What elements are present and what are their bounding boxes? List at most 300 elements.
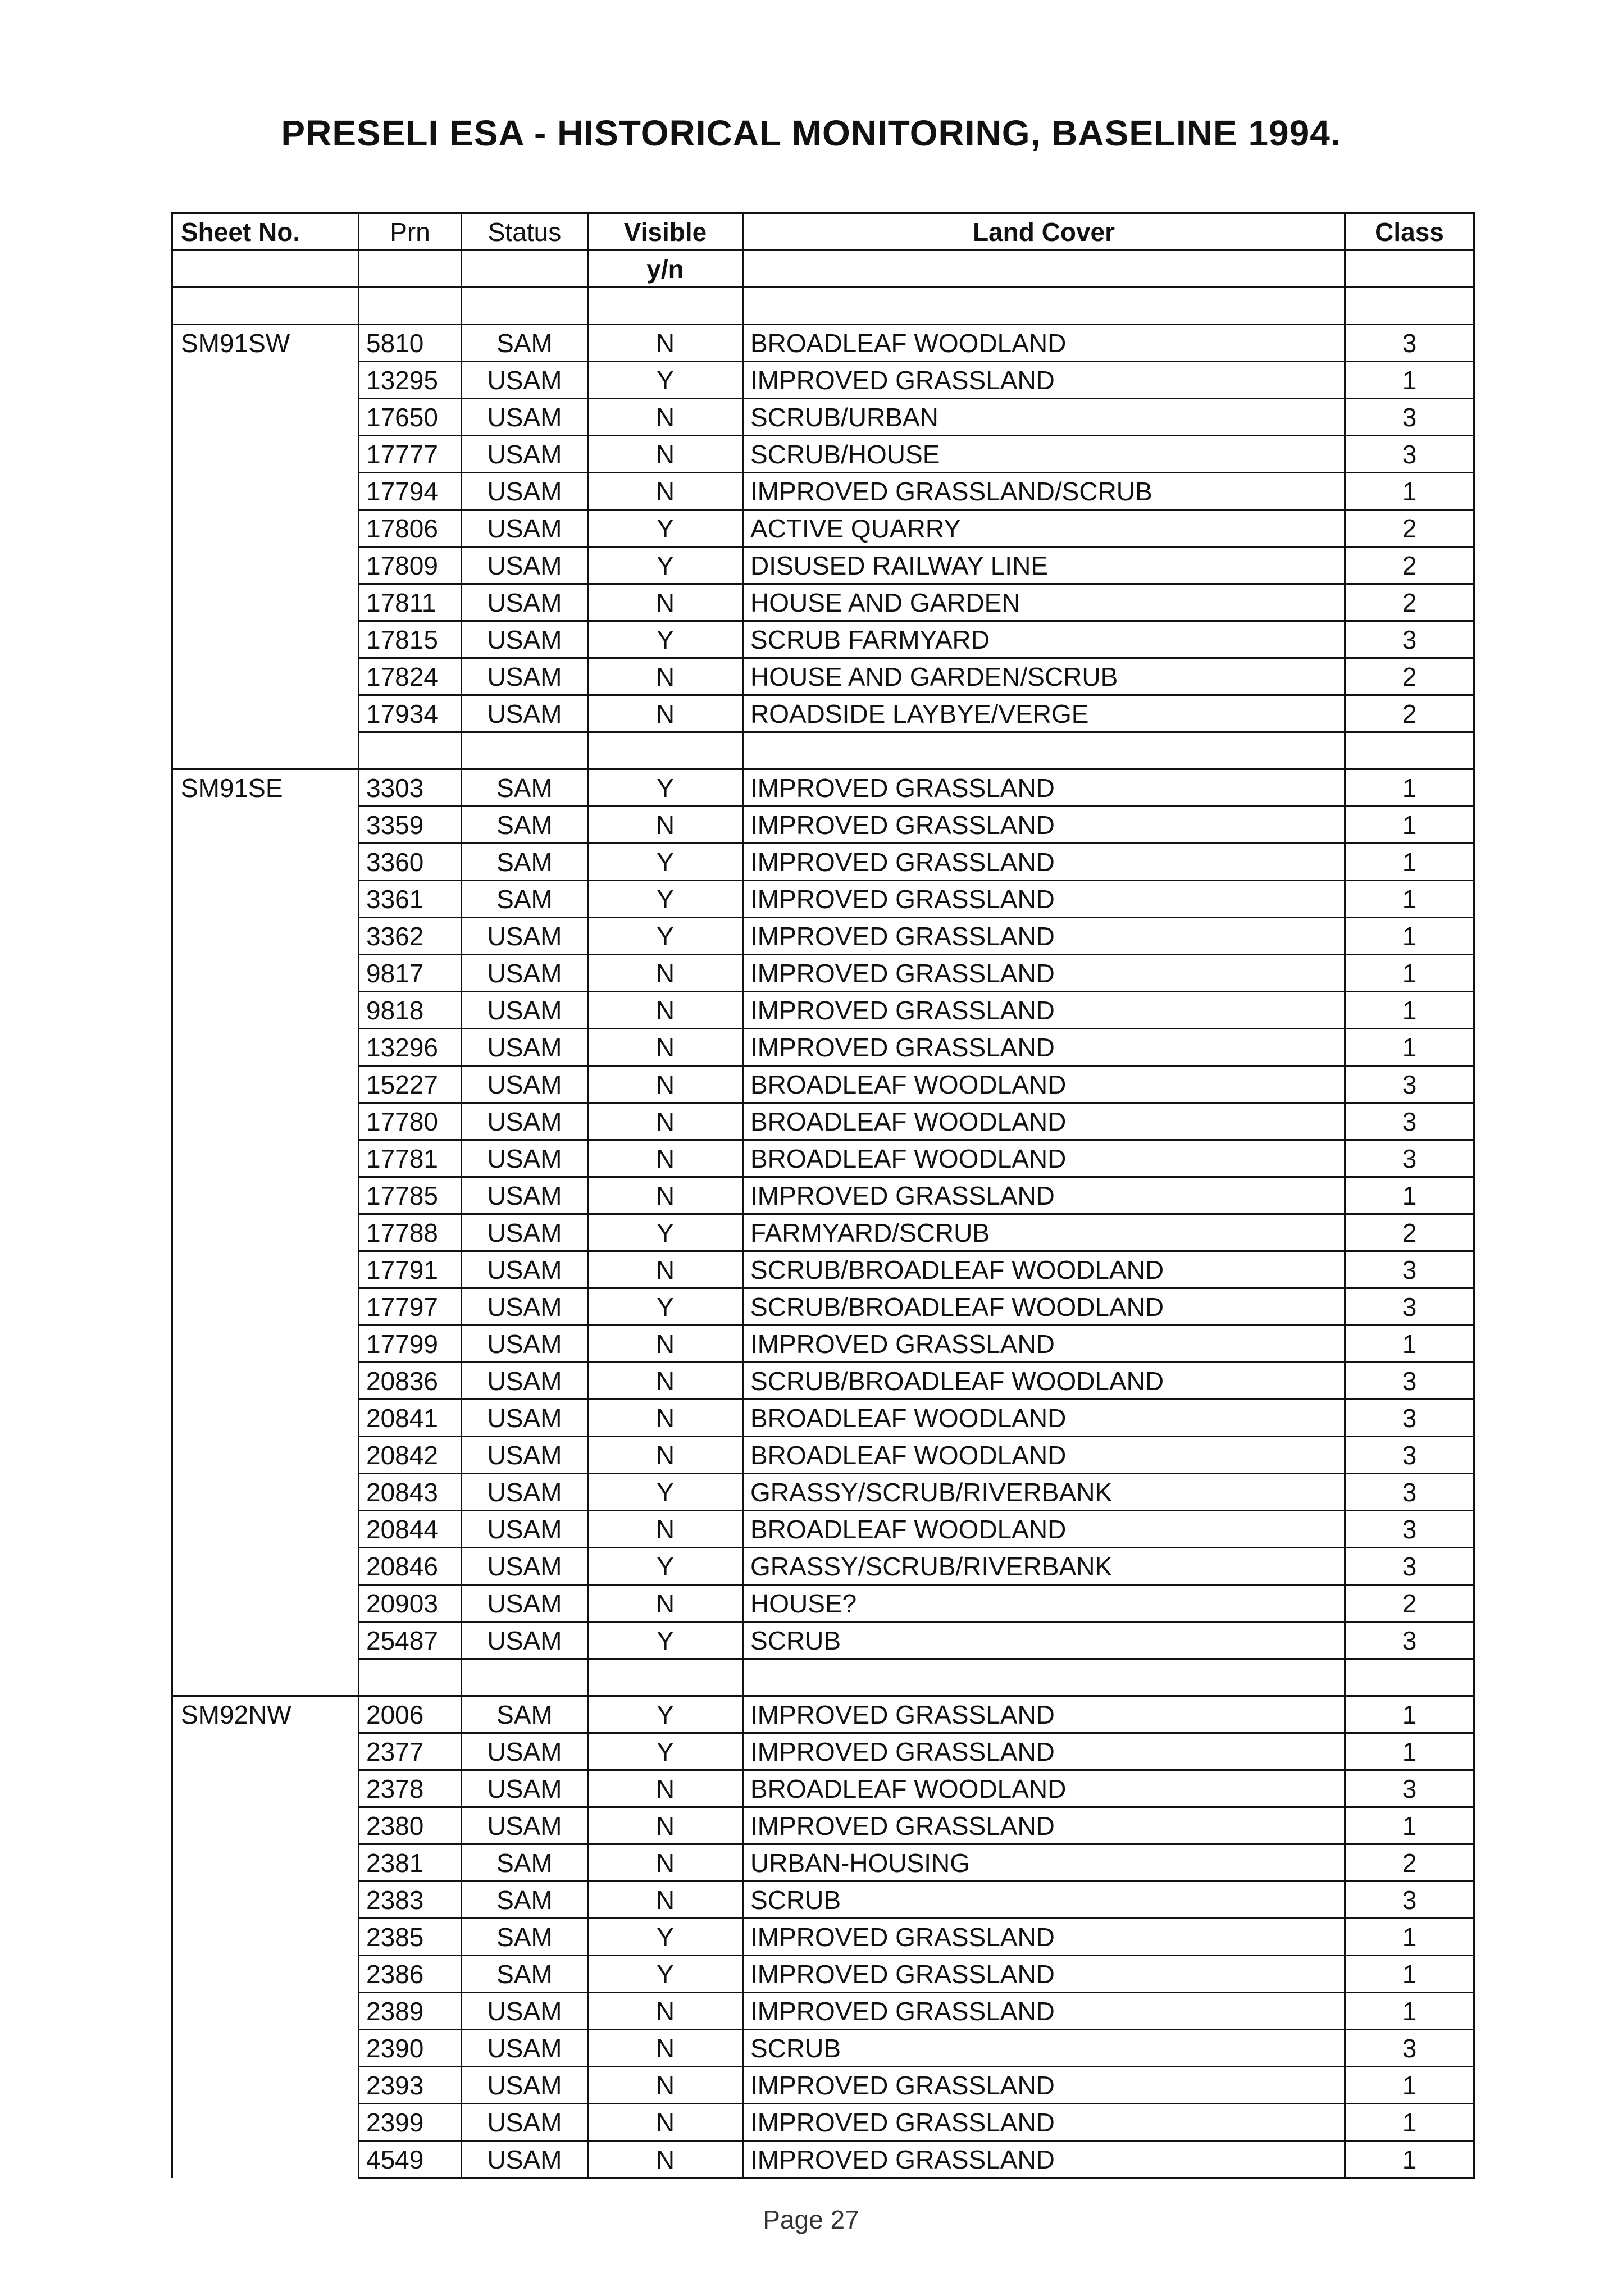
class-cell: 2 (1345, 695, 1474, 732)
header-subrow (172, 250, 1474, 288)
class-cell: 3 (1345, 1251, 1474, 1288)
class-cell: 1 (1345, 1325, 1474, 1363)
table-row (172, 1363, 1474, 1400)
class-cell: 3 (1345, 1511, 1474, 1548)
prn-cell: 17788 (359, 1214, 462, 1251)
visible-cell: Y (588, 918, 743, 955)
land-cover-cell: BROADLEAF WOODLAND (743, 325, 1345, 362)
col-subheader-blank (359, 250, 462, 288)
empty-cell (588, 288, 743, 325)
visible-cell: Y (588, 621, 743, 658)
empty-cell (359, 732, 462, 769)
prn-cell: 17806 (359, 510, 462, 547)
visible-cell: N (588, 2030, 743, 2067)
prn-cell: 2385 (359, 1919, 462, 1956)
visible-cell: N (588, 399, 743, 436)
sheet-blank-cell (172, 1844, 359, 1882)
land-cover-cell: IMPROVED GRASSLAND (743, 881, 1345, 918)
class-cell: 1 (1345, 844, 1474, 881)
prn-cell: 2393 (359, 2067, 462, 2104)
prn-cell: 17934 (359, 695, 462, 732)
land-cover-cell: BROADLEAF WOODLAND (743, 1066, 1345, 1103)
visible-cell: N (588, 1066, 743, 1103)
monitoring-table (171, 212, 1475, 2179)
visible-cell: N (588, 1437, 743, 1474)
prn-cell: 20841 (359, 1400, 462, 1437)
empty-cell (359, 1659, 462, 1696)
table-body (172, 288, 1474, 2178)
sheet-blank-cell (172, 1177, 359, 1214)
prn-cell: 17809 (359, 547, 462, 584)
sheet-blank-cell (172, 1437, 359, 1474)
land-cover-cell: SCRUB FARMYARD (743, 621, 1345, 658)
status-cell: USAM (462, 2067, 588, 2104)
class-cell: 3 (1345, 1882, 1474, 1919)
table-row (172, 1066, 1474, 1103)
status-cell: USAM (462, 1251, 588, 1288)
prn-cell: 17650 (359, 399, 462, 436)
class-cell: 2 (1345, 584, 1474, 621)
prn-cell: 17780 (359, 1103, 462, 1140)
land-cover-cell: BROADLEAF WOODLAND (743, 1103, 1345, 1140)
land-cover-cell: IMPROVED GRASSLAND (743, 1993, 1345, 2030)
table-row (172, 1177, 1474, 1214)
status-cell: USAM (462, 918, 588, 955)
class-cell: 3 (1345, 621, 1474, 658)
land-cover-cell: HOUSE? (743, 1585, 1345, 1622)
land-cover-cell: IMPROVED GRASSLAND (743, 918, 1345, 955)
sheet-blank-cell (172, 918, 359, 955)
col-header-status: Status (462, 213, 588, 250)
table-row (172, 955, 1474, 992)
table-row (172, 695, 1474, 732)
sheet-blank-cell (172, 1919, 359, 1956)
land-cover-cell: IMPROVED GRASSLAND (743, 1807, 1345, 1844)
header-row (172, 213, 1474, 250)
sheet-blank-cell (172, 584, 359, 621)
class-cell: 1 (1345, 1733, 1474, 1770)
status-cell: USAM (462, 510, 588, 547)
visible-cell: N (588, 1844, 743, 1882)
table-row (172, 1103, 1474, 1140)
land-cover-cell: IMPROVED GRASSLAND (743, 1177, 1345, 1214)
class-cell: 1 (1345, 1177, 1474, 1214)
visible-cell: N (588, 1325, 743, 1363)
table-row (172, 510, 1474, 547)
prn-cell: 2381 (359, 1844, 462, 1882)
visible-cell: N (588, 658, 743, 695)
empty-cell (1345, 288, 1474, 325)
table-row (172, 807, 1474, 844)
land-cover-cell: DISUSED RAILWAY LINE (743, 547, 1345, 584)
visible-cell: N (588, 1251, 743, 1288)
col-subheader-blank (1345, 250, 1474, 288)
prn-cell: 20842 (359, 1437, 462, 1474)
table-row (172, 1696, 1474, 1733)
prn-cell: 20846 (359, 1548, 462, 1585)
status-cell: USAM (462, 2104, 588, 2141)
land-cover-cell: IMPROVED GRASSLAND (743, 1733, 1345, 1770)
table-row (172, 992, 1474, 1029)
empty-cell (743, 288, 1345, 325)
empty-cell (743, 1659, 1345, 1696)
spacer-row (172, 288, 1474, 325)
table-row (172, 325, 1474, 362)
visible-cell: N (588, 1770, 743, 1807)
prn-cell: 17811 (359, 584, 462, 621)
table-row (172, 362, 1474, 399)
status-cell: USAM (462, 1585, 588, 1622)
land-cover-cell: BROADLEAF WOODLAND (743, 1770, 1345, 1807)
visible-cell: N (588, 695, 743, 732)
sheet-blank-cell (172, 844, 359, 881)
col-header-sheet: Sheet No. (172, 213, 359, 250)
status-cell: USAM (462, 695, 588, 732)
land-cover-cell: IMPROVED GRASSLAND (743, 1325, 1345, 1363)
status-cell: USAM (462, 1177, 588, 1214)
empty-cell (743, 732, 1345, 769)
status-cell: USAM (462, 658, 588, 695)
table-row (172, 1029, 1474, 1066)
land-cover-cell: BROADLEAF WOODLAND (743, 1511, 1345, 1548)
visible-cell: Y (588, 1919, 743, 1956)
sheet-blank-cell (172, 955, 359, 992)
table-row (172, 1919, 1474, 1956)
status-cell: USAM (462, 1288, 588, 1325)
class-cell: 1 (1345, 881, 1474, 918)
col-header-land-cover: Land Cover (743, 213, 1345, 250)
class-cell: 2 (1345, 1214, 1474, 1251)
sheet-blank-cell (172, 1622, 359, 1659)
land-cover-cell: IMPROVED GRASSLAND/SCRUB (743, 473, 1345, 510)
land-cover-cell: ACTIVE QUARRY (743, 510, 1345, 547)
prn-cell: 2377 (359, 1733, 462, 1770)
land-cover-cell: IMPROVED GRASSLAND (743, 844, 1345, 881)
sheet-blank-cell (172, 1400, 359, 1437)
prn-cell: 2006 (359, 1696, 462, 1733)
sheet-blank-cell (172, 547, 359, 584)
table-row (172, 844, 1474, 881)
table-row (172, 1251, 1474, 1288)
class-cell: 3 (1345, 1103, 1474, 1140)
status-cell: USAM (462, 1474, 588, 1511)
class-cell: 3 (1345, 1622, 1474, 1659)
sheet-blank-cell (172, 881, 359, 918)
prn-cell: 17799 (359, 1325, 462, 1363)
sheet-blank-cell (172, 1474, 359, 1511)
status-cell: SAM (462, 1882, 588, 1919)
visible-cell: N (588, 1140, 743, 1177)
sheet-blank-cell (172, 436, 359, 473)
empty-cell (462, 288, 588, 325)
table-row (172, 1585, 1474, 1622)
table-row (172, 2141, 1474, 2178)
status-cell: USAM (462, 1325, 588, 1363)
class-cell: 1 (1345, 2141, 1474, 2178)
prn-cell: 2378 (359, 1770, 462, 1807)
visible-cell: Y (588, 881, 743, 918)
class-cell: 1 (1345, 1696, 1474, 1733)
class-cell: 3 (1345, 2030, 1474, 2067)
land-cover-cell: HOUSE AND GARDEN/SCRUB (743, 658, 1345, 695)
sheet-blank-cell (172, 1511, 359, 1548)
sheet-blank-cell (172, 1103, 359, 1140)
prn-cell: 17797 (359, 1288, 462, 1325)
prn-cell: 3360 (359, 844, 462, 881)
sheet-blank-cell (172, 1140, 359, 1177)
land-cover-cell: IMPROVED GRASSLAND (743, 1029, 1345, 1066)
visible-cell: N (588, 1511, 743, 1548)
land-cover-cell: IMPROVED GRASSLAND (743, 1956, 1345, 1993)
visible-cell: N (588, 1993, 743, 2030)
visible-cell: N (588, 2067, 743, 2104)
class-cell: 3 (1345, 1066, 1474, 1103)
land-cover-cell: URBAN-HOUSING (743, 1844, 1345, 1882)
col-header-class: Class (1345, 213, 1474, 250)
land-cover-cell: IMPROVED GRASSLAND (743, 2141, 1345, 2178)
prn-cell: 20903 (359, 1585, 462, 1622)
class-cell: 2 (1345, 510, 1474, 547)
sheet-blank-cell (172, 1251, 359, 1288)
visible-cell: N (588, 1400, 743, 1437)
status-cell: USAM (462, 1807, 588, 1844)
empty-cell (1345, 732, 1474, 769)
class-cell: 2 (1345, 547, 1474, 584)
status-cell: SAM (462, 769, 588, 807)
prn-cell: 15227 (359, 1066, 462, 1103)
class-cell: 1 (1345, 2104, 1474, 2141)
status-cell: SAM (462, 325, 588, 362)
table-row (172, 1400, 1474, 1437)
land-cover-cell: SCRUB (743, 2030, 1345, 2067)
land-cover-cell: SCRUB/BROADLEAF WOODLAND (743, 1363, 1345, 1400)
sheet-blank-cell (172, 1733, 359, 1770)
spacer-row (172, 1659, 1474, 1696)
col-subheader-blank (462, 250, 588, 288)
table-row (172, 1956, 1474, 1993)
col-header-prn: Prn (359, 213, 462, 250)
table-row (172, 1288, 1474, 1325)
land-cover-cell: IMPROVED GRASSLAND (743, 992, 1345, 1029)
table-row (172, 769, 1474, 807)
prn-cell: 3362 (359, 918, 462, 955)
class-cell: 2 (1345, 1585, 1474, 1622)
class-cell: 1 (1345, 362, 1474, 399)
visible-cell: N (588, 992, 743, 1029)
class-cell: 3 (1345, 1474, 1474, 1511)
table-row (172, 1733, 1474, 1770)
visible-cell: N (588, 1103, 743, 1140)
land-cover-cell: IMPROVED GRASSLAND (743, 807, 1345, 844)
land-cover-cell: IMPROVED GRASSLAND (743, 769, 1345, 807)
land-cover-cell: HOUSE AND GARDEN (743, 584, 1345, 621)
land-cover-cell: GRASSY/SCRUB/RIVERBANK (743, 1548, 1345, 1585)
sheet-blank-cell (172, 695, 359, 732)
prn-cell: 2380 (359, 1807, 462, 1844)
visible-cell: Y (588, 1214, 743, 1251)
col-subheader-blank (172, 250, 359, 288)
visible-cell: N (588, 1029, 743, 1066)
class-cell: 3 (1345, 1288, 1474, 1325)
class-cell: 1 (1345, 807, 1474, 844)
sheet-blank-cell (172, 2141, 359, 2178)
land-cover-cell: SCRUB/BROADLEAF WOODLAND (743, 1288, 1345, 1325)
col-header-visible: Visible (588, 213, 743, 250)
visible-cell: N (588, 584, 743, 621)
land-cover-cell: BROADLEAF WOODLAND (743, 1400, 1345, 1437)
land-cover-cell: IMPROVED GRASSLAND (743, 1696, 1345, 1733)
land-cover-cell: IMPROVED GRASSLAND (743, 955, 1345, 992)
class-cell: 3 (1345, 1548, 1474, 1585)
visible-cell: N (588, 2141, 743, 2178)
visible-cell: Y (588, 547, 743, 584)
class-cell: 3 (1345, 1437, 1474, 1474)
empty-cell (359, 288, 462, 325)
empty-cell (462, 732, 588, 769)
table-row (172, 399, 1474, 436)
prn-cell: 17791 (359, 1251, 462, 1288)
sheet-blank-cell (172, 2104, 359, 2141)
status-cell: USAM (462, 2030, 588, 2067)
prn-cell: 20843 (359, 1474, 462, 1511)
class-cell: 1 (1345, 1993, 1474, 2030)
land-cover-cell: SCRUB/BROADLEAF WOODLAND (743, 1251, 1345, 1288)
table-row (172, 473, 1474, 510)
table-row (172, 1622, 1474, 1659)
prn-cell: 2390 (359, 2030, 462, 2067)
status-cell: USAM (462, 1214, 588, 1251)
visible-cell: N (588, 1882, 743, 1919)
land-cover-cell: GRASSY/SCRUB/RIVERBANK (743, 1474, 1345, 1511)
table-row (172, 1140, 1474, 1177)
class-cell: 1 (1345, 1807, 1474, 1844)
status-cell: USAM (462, 1622, 588, 1659)
prn-cell: 9817 (359, 955, 462, 992)
prn-cell: 20844 (359, 1511, 462, 1548)
class-cell: 3 (1345, 1363, 1474, 1400)
sheet-blank-cell (172, 1956, 359, 1993)
prn-cell: 25487 (359, 1622, 462, 1659)
status-cell: USAM (462, 473, 588, 510)
page-number: Page 27 (763, 2205, 859, 2234)
status-cell: USAM (462, 1733, 588, 1770)
visible-cell: Y (588, 844, 743, 881)
class-cell: 1 (1345, 473, 1474, 510)
empty-cell (462, 1659, 588, 1696)
status-cell: USAM (462, 2141, 588, 2178)
land-cover-cell: ROADSIDE LAYBYE/VERGE (743, 695, 1345, 732)
table-row (172, 1548, 1474, 1585)
table-row (172, 1882, 1474, 1919)
class-cell: 1 (1345, 769, 1474, 807)
sheet-blank-cell (172, 1288, 359, 1325)
table-row (172, 1844, 1474, 1882)
sheet-blank-cell (172, 621, 359, 658)
class-cell: 3 (1345, 1400, 1474, 1437)
land-cover-cell: IMPROVED GRASSLAND (743, 1919, 1345, 1956)
table-row (172, 918, 1474, 955)
land-cover-cell: IMPROVED GRASSLAND (743, 2067, 1345, 2104)
status-cell: USAM (462, 1770, 588, 1807)
empty-cell (172, 732, 359, 769)
land-cover-cell: SCRUB/HOUSE (743, 436, 1345, 473)
table-row (172, 1770, 1474, 1807)
visible-cell: Y (588, 362, 743, 399)
table-row (172, 1511, 1474, 1548)
land-cover-cell: FARMYARD/SCRUB (743, 1214, 1345, 1251)
prn-cell: 3359 (359, 807, 462, 844)
visible-cell: N (588, 807, 743, 844)
spacer-row (172, 732, 1474, 769)
table-row (172, 1325, 1474, 1363)
class-cell: 1 (1345, 992, 1474, 1029)
prn-cell: 17785 (359, 1177, 462, 1214)
class-cell: 3 (1345, 399, 1474, 436)
sheet-number-cell: SM92NW (172, 1696, 359, 1733)
sheet-blank-cell (172, 1214, 359, 1251)
sheet-blank-cell (172, 1325, 359, 1363)
table-row (172, 547, 1474, 584)
visible-cell: N (588, 1807, 743, 1844)
sheet-blank-cell (172, 510, 359, 547)
status-cell: USAM (462, 1511, 588, 1548)
class-cell: 3 (1345, 325, 1474, 362)
table-row (172, 1993, 1474, 2030)
visible-cell: N (588, 955, 743, 992)
table-row (172, 2104, 1474, 2141)
visible-cell: N (588, 325, 743, 362)
visible-cell: N (588, 1363, 743, 1400)
prn-cell: 4549 (359, 2141, 462, 2178)
visible-cell: N (588, 1585, 743, 1622)
prn-cell: 3361 (359, 881, 462, 918)
status-cell: USAM (462, 1400, 588, 1437)
sheet-blank-cell (172, 658, 359, 695)
status-cell: USAM (462, 621, 588, 658)
table-row (172, 1214, 1474, 1251)
empty-cell (172, 288, 359, 325)
status-cell: SAM (462, 1956, 588, 1993)
sheet-blank-cell (172, 2067, 359, 2104)
class-cell: 1 (1345, 2067, 1474, 2104)
table-row (172, 2067, 1474, 2104)
prn-cell: 17777 (359, 436, 462, 473)
status-cell: SAM (462, 1919, 588, 1956)
status-cell: USAM (462, 362, 588, 399)
empty-cell (172, 1659, 359, 1696)
land-cover-cell: SCRUB/URBAN (743, 399, 1345, 436)
table-row (172, 881, 1474, 918)
status-cell: SAM (462, 1696, 588, 1733)
visible-cell: Y (588, 1622, 743, 1659)
status-cell: SAM (462, 807, 588, 844)
status-cell: USAM (462, 547, 588, 584)
sheet-blank-cell (172, 2030, 359, 2067)
land-cover-cell: BROADLEAF WOODLAND (743, 1437, 1345, 1474)
status-cell: USAM (462, 399, 588, 436)
col-subheader-blank (743, 250, 1345, 288)
sheet-number-cell: SM91SW (172, 325, 359, 362)
land-cover-cell: BROADLEAF WOODLAND (743, 1140, 1345, 1177)
table-row (172, 1437, 1474, 1474)
sheet-blank-cell (172, 1066, 359, 1103)
visible-cell: Y (588, 510, 743, 547)
sheet-blank-cell (172, 1029, 359, 1066)
prn-cell: 2399 (359, 2104, 462, 2141)
sheet-number-cell: SM91SE (172, 769, 359, 807)
table-row (172, 436, 1474, 473)
sheet-blank-cell (172, 473, 359, 510)
